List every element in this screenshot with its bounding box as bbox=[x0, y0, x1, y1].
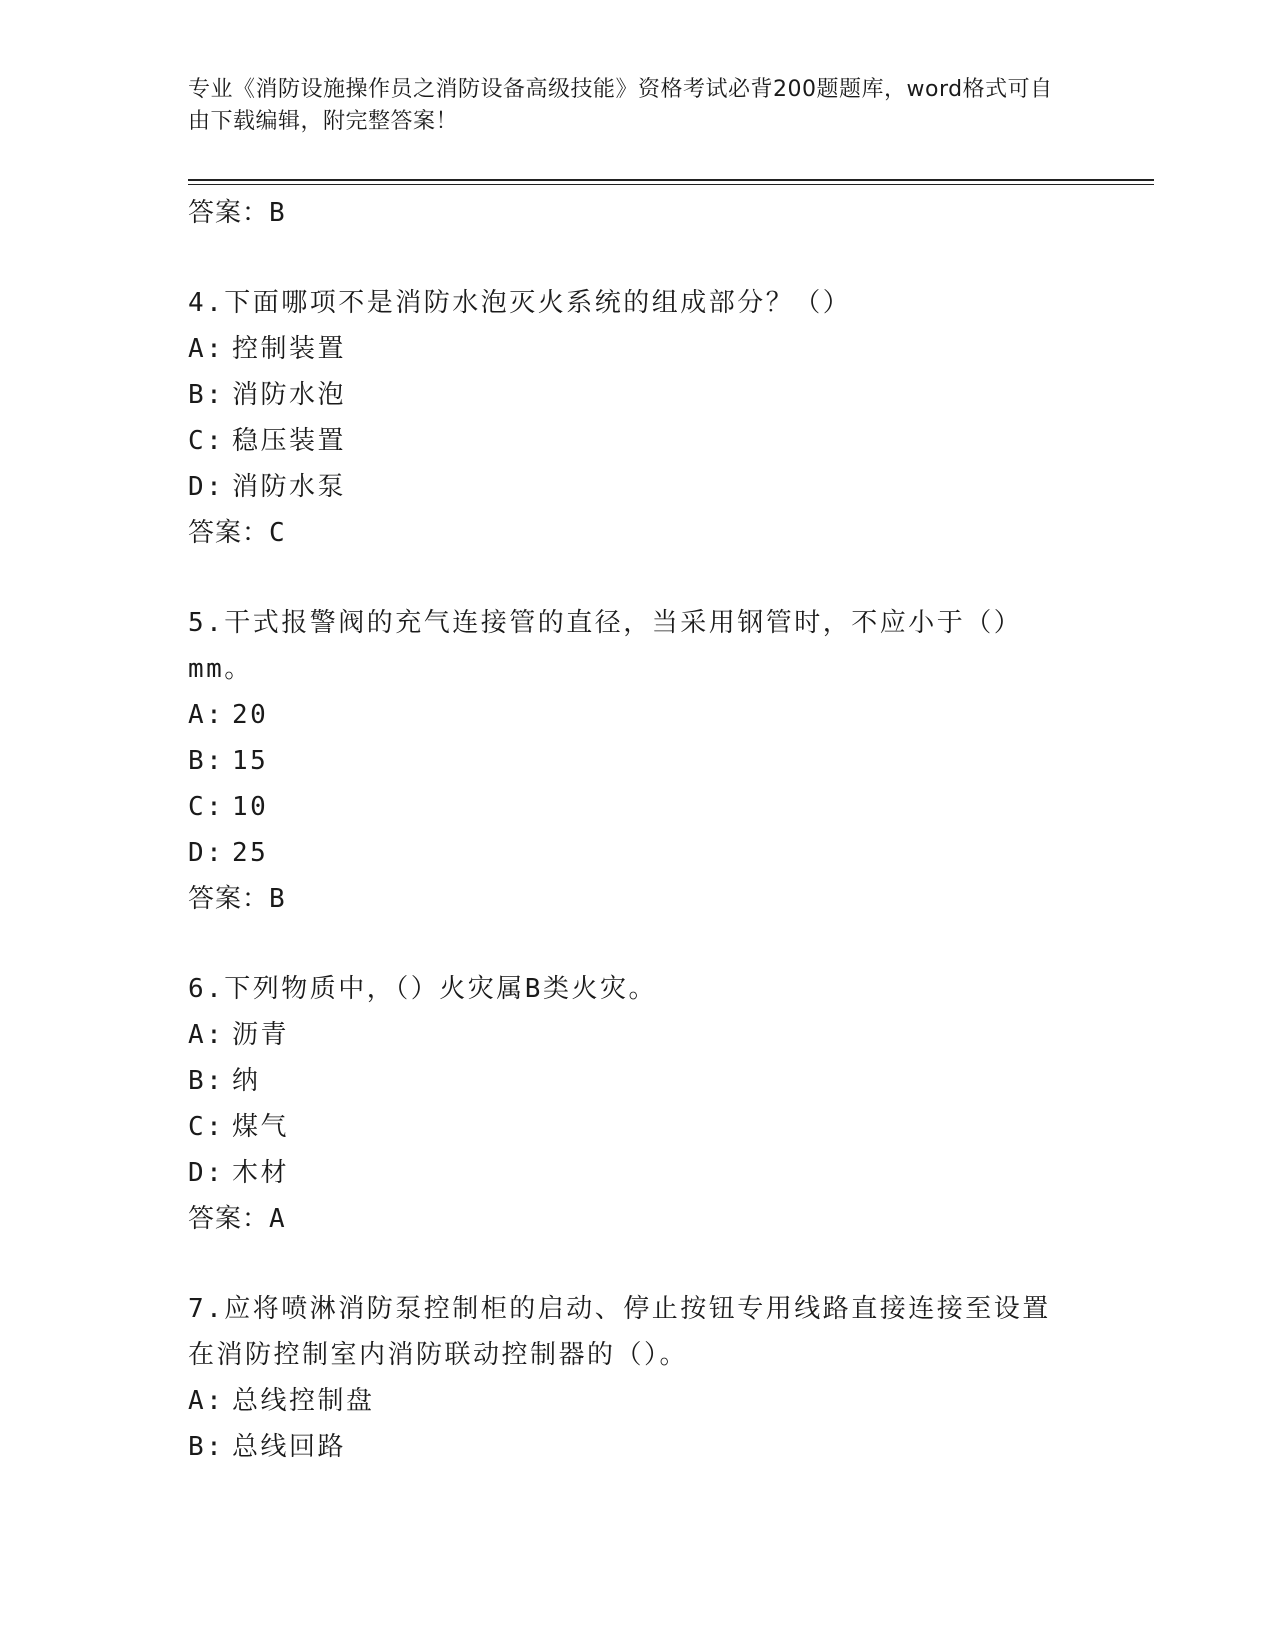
option-text: 总线控制盘 bbox=[232, 1386, 375, 1416]
option-text: 15 bbox=[232, 746, 269, 776]
answer-line bbox=[188, 1196, 1068, 1242]
option-text: 稳压装置 bbox=[232, 426, 347, 456]
answer-value: B bbox=[269, 884, 286, 914]
option-b bbox=[188, 1424, 1068, 1470]
option-key: D: bbox=[188, 1158, 225, 1188]
option-b bbox=[188, 1058, 1068, 1104]
option-c bbox=[188, 1104, 1068, 1150]
option-d bbox=[188, 830, 1068, 876]
question-text: 5.干式报警阀的充气连接管的直径，当采用钢管时，不应小于（）mm。 bbox=[188, 608, 1023, 684]
option-key: A: bbox=[188, 700, 225, 730]
answer-line bbox=[188, 510, 1068, 556]
option-text: 消防水泡 bbox=[232, 380, 347, 410]
option-a bbox=[188, 326, 1068, 372]
option-key: B: bbox=[188, 380, 225, 410]
answer-label: 答案： bbox=[188, 884, 270, 914]
option-key: B: bbox=[188, 1432, 225, 1462]
option-key: B: bbox=[188, 746, 225, 776]
option-d bbox=[188, 464, 1068, 510]
option-b bbox=[188, 372, 1068, 418]
option-d bbox=[188, 1150, 1068, 1196]
answer-line bbox=[188, 876, 1068, 922]
answer-value: C bbox=[269, 518, 286, 548]
option-key: C: bbox=[188, 1112, 225, 1142]
answer-label: 答案： bbox=[188, 1204, 270, 1234]
option-text: 25 bbox=[232, 838, 269, 868]
option-text: 木材 bbox=[232, 1158, 290, 1188]
option-text: 消防水泵 bbox=[232, 472, 347, 502]
option-text: 纳 bbox=[232, 1066, 261, 1096]
option-key: D: bbox=[188, 472, 225, 502]
answer-value: B bbox=[269, 198, 286, 228]
option-key: C: bbox=[188, 792, 225, 822]
option-key: C: bbox=[188, 426, 225, 456]
answer-line bbox=[188, 190, 1068, 236]
option-key: A: bbox=[188, 1386, 225, 1416]
question-text: 6.下列物质中，（）火灾属B类火灾。 bbox=[188, 974, 657, 1004]
header-divider-thin bbox=[188, 184, 1154, 185]
option-text: 沥青 bbox=[232, 1020, 290, 1050]
option-key: D: bbox=[188, 838, 225, 868]
option-text: 控制装置 bbox=[232, 334, 347, 364]
header-divider-thick bbox=[188, 179, 1154, 181]
option-key: A: bbox=[188, 1020, 225, 1050]
answer-value: A bbox=[269, 1204, 286, 1234]
question-text: 4.下面哪项不是消防水泡灭火系统的组成部分？（） bbox=[188, 288, 852, 318]
question-text: 7.应将喷淋消防泵控制柜的启动、停止按钮专用线路直接连接至设置在消防控制室内消防联动控制器的（）。 bbox=[188, 1294, 1051, 1370]
option-a bbox=[188, 692, 1068, 738]
answer-label: 答案： bbox=[188, 198, 270, 228]
option-text: 总线回路 bbox=[232, 1432, 347, 1462]
option-text: 煤气 bbox=[232, 1112, 290, 1142]
question-list bbox=[188, 190, 1068, 1470]
option-text: 20 bbox=[232, 700, 269, 730]
option-a bbox=[188, 1012, 1068, 1058]
option-text: 10 bbox=[232, 792, 269, 822]
option-a bbox=[188, 1378, 1068, 1424]
document-header: 专业《消防设施操作员之消防设备高级技能》资格考试必背200题题库，word格式可自由下载编辑，附完整答案！ bbox=[188, 77, 1053, 134]
option-c bbox=[188, 784, 1068, 830]
option-b bbox=[188, 738, 1068, 784]
answer-label: 答案： bbox=[188, 518, 270, 548]
option-key: A: bbox=[188, 334, 225, 364]
option-c bbox=[188, 418, 1068, 464]
option-key: B: bbox=[188, 1066, 225, 1096]
